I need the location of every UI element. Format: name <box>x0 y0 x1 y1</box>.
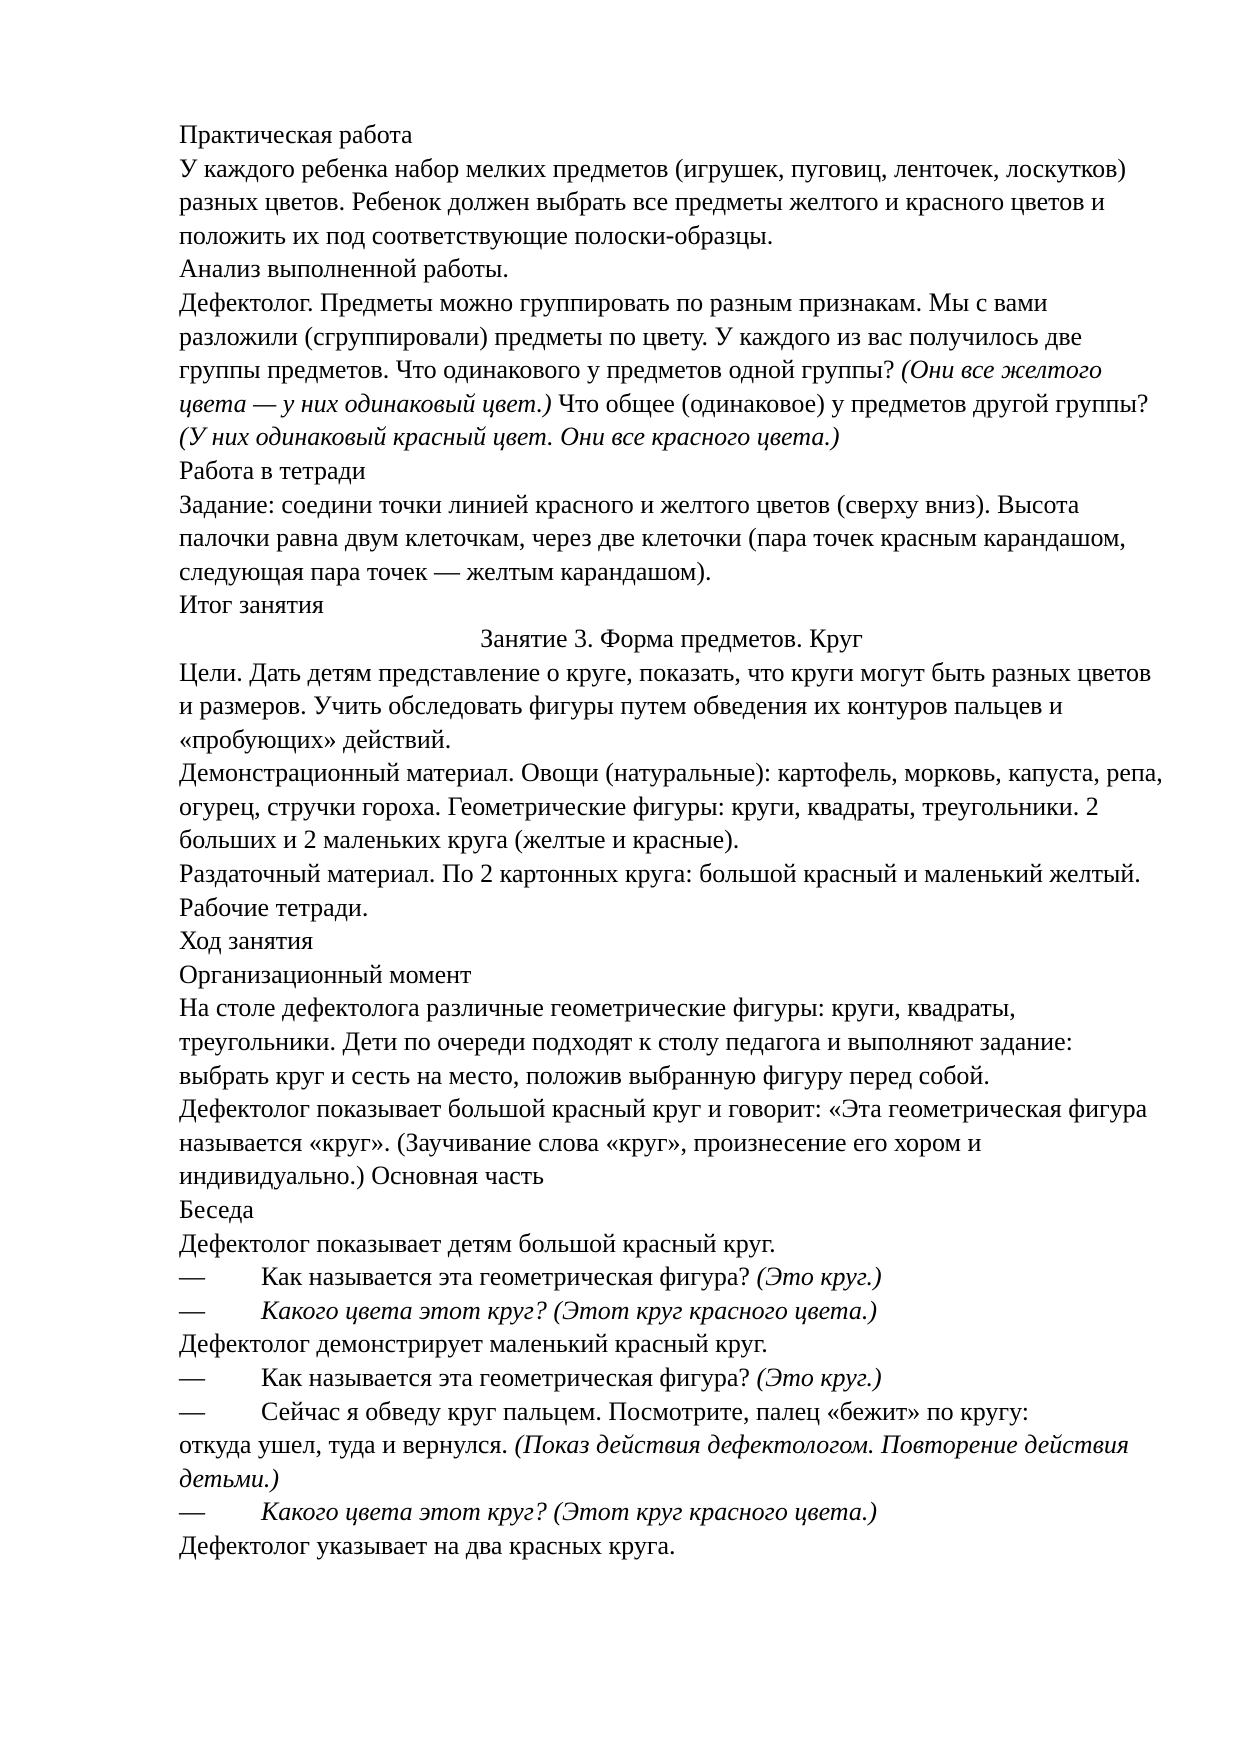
paragraph-show-circle: Дефектолог показывает большой красный круг и говорит: «Эта геометрическая фигура называется «круг». (Заучивание слова «круг», произнесение его хором и индивидуально.) Основная часть <box>179 1094 1148 1191</box>
paragraph-table-figures: На столе дефектолога различные геометрические фигуры: круги, квадраты, треугольники. Дети по очереди подходят к столу педагога и выполняют задание: выбрать круг и сесть на место, положив выбранную фигуру перед собой. <box>179 993 1073 1090</box>
text-span: Что общее (одинаковое) у предметов другой группы? <box>551 388 1149 418</box>
italic-answer: Какого цвета этот круг? (Этот круг красного цвета.) <box>261 1295 878 1325</box>
dialogue-continuation <box>179 1428 1164 1495</box>
paragraph-task-description: У каждого ребенка набор мелких предметов (игрушек, пуговиц, ленточек, лоскутков) разных цветов. Ребенок должен выбрать все предметы желтого и красного цветов и положить их под соответствующие полоски-образцы. <box>179 153 1127 250</box>
heading-notebook-work: Работа в тетради <box>179 455 366 485</box>
paragraph-show-big-circle: Дефектолог показывает детям большой красный круг. <box>179 1228 776 1258</box>
dialogue-line <box>179 1294 1164 1328</box>
paragraph-two-red-circles: Дефектолог указывает на два красных круга. <box>179 1530 676 1560</box>
paragraph-show-small-circle: Дефектолог демонстрирует маленький красный круг. <box>179 1329 768 1359</box>
text-span: Как называется эта геометрическая фигура? <box>261 1262 757 1292</box>
heading-practical-work: Практическая работа <box>179 120 413 149</box>
dialogue-line <box>179 1361 1164 1395</box>
paragraph-demo-material: Демонстрационный материал. Овощи (натуральные): картофель, морковь, капуста, репа, огурец, стручки гороха. Геометрические фигуры: круги, квадраты, треугольники. 2 больших и 2 маленьких круга (желтые и красные). <box>179 758 1163 855</box>
document-body <box>179 118 1164 1563</box>
paragraph-handout-material: Раздаточный материал. По 2 картонных круга: большой красный и маленький желтый. Рабочие тетради. <box>179 859 1141 922</box>
italic-answer: (Это круг.) <box>756 1362 882 1392</box>
italic-answer: (У них одинаковый красный цвет. Они все красного цвета.) <box>179 422 840 452</box>
paragraph-goals: Цели. Дать детям представление о круге, показать, что круги могут быть разных цветов и размеров. Учить обследовать фигуры путем обведения их контуров пальцев и «пробующих» действий. <box>179 657 1152 754</box>
dialogue-line <box>179 1495 1164 1529</box>
text-span: Сейчас я обведу круг пальцем. Посмотрите, палец «бежит» по кругу: <box>261 1396 1029 1426</box>
text-span: Дефектолог. Предметы можно группировать по разным признакам. Мы с вами разложили (сгруппировали) предметы по цвету. У каждого из вас получилось две группы предметов. Что одинакового у предметов одной группы? <box>179 287 1083 385</box>
dialogue-line <box>179 1260 1164 1294</box>
italic-answer: (Показ действия дефектологом. Повторение действия детьми.) <box>179 1430 1129 1493</box>
paragraph-defectologist-grouping <box>179 286 1164 454</box>
heading-organizational-moment: Организационный момент <box>179 959 472 989</box>
italic-answer: (Это круг.) <box>756 1262 882 1292</box>
lesson-title: Занятие 3. Форма предметов. Круг <box>480 623 863 653</box>
heading-conversation: Беседа <box>179 1195 254 1224</box>
heading-analysis: Анализ выполненной работы. <box>179 254 509 284</box>
dialogue-line <box>179 1395 1164 1429</box>
paragraph-notebook-task: Задание: соедини точки линией красного и желтого цветов (сверху вниз). Высота палочки равна двум клеточкам, через две клеточки (пара точек красным карандашом, следующая пара точек — желтым карандашом). <box>179 489 1126 586</box>
heading-lesson-flow: Ход занятия <box>179 926 314 956</box>
dash-mark: — <box>179 1262 205 1292</box>
heading-lesson-summary: Итог занятия <box>179 590 324 620</box>
dash-mark: — <box>179 1295 205 1325</box>
italic-answer: (Они все желтого цвета — у них одинаковый цвет.) <box>179 355 1103 418</box>
dash-mark: — <box>179 1396 205 1426</box>
text-span: откуда ушел, туда и вернулся. <box>179 1430 515 1460</box>
text-span: Как называется эта геометрическая фигура? <box>261 1362 757 1392</box>
dash-mark: — <box>179 1362 205 1392</box>
italic-answer: Какого цвета этот круг? (Этот круг красного цвета.) <box>261 1497 878 1527</box>
dash-mark: — <box>179 1497 205 1527</box>
